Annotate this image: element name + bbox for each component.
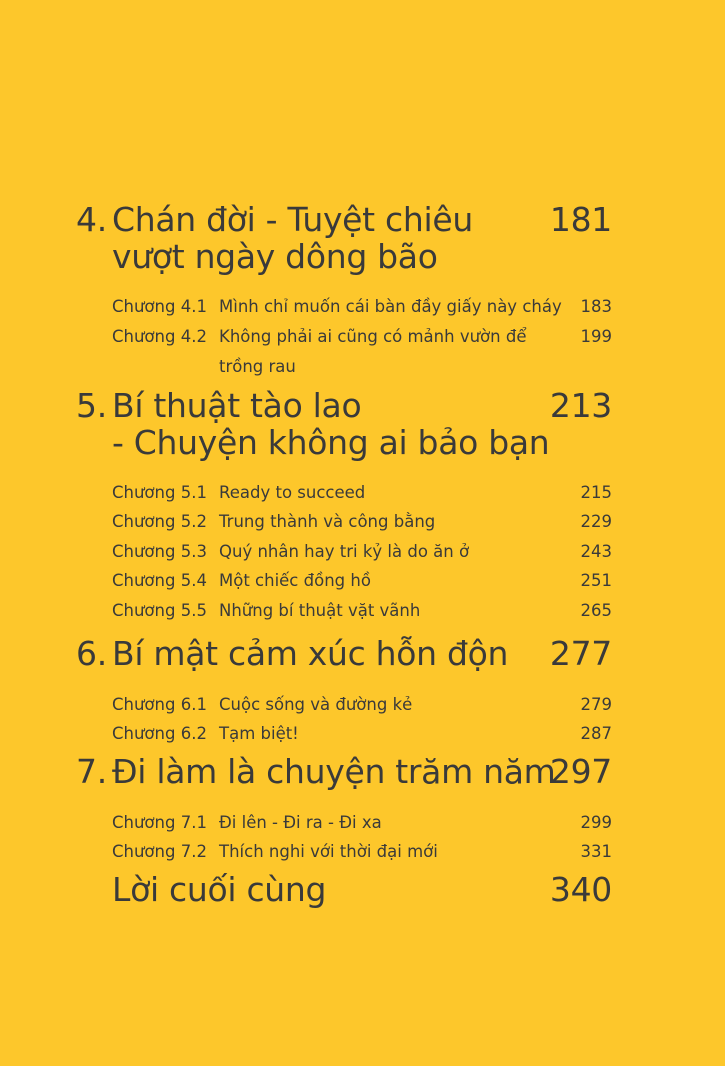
part-title: Chán đời - Tuyệt chiêu vượt ngày dông bão [112,200,473,276]
chapter-label: Chương 5.4 [112,571,207,590]
chapter-page-number: 229 [580,512,612,531]
chapter-page-number: 331 [580,842,612,861]
chapter-title: Quý nhân hay tri kỷ là do ăn ở [219,542,470,561]
part-title: Bí mật cảm xúc hỗn độn [112,634,509,673]
chapter-title: Tạm biệt! [219,724,299,743]
chapter-label: Chương 4.2 [112,327,207,346]
chapter-title: Một chiếc đồng hồ [219,571,371,590]
part-number: 7. [76,752,107,791]
chapter-title: Cuộc sống và đường kẻ [219,695,413,714]
chapter-title: Những bí thuật vặt vãnh [219,601,421,620]
chapter-page-number: 199 [580,327,612,346]
part-number: 4. [76,200,107,239]
chapter-label: Chương 6.1 [112,695,207,714]
part-page-number: 181 [549,200,612,239]
chapter-page-number: 265 [580,601,612,620]
chapter-title: Không phải ai cũng có mảnh vườn để trồng rau [219,327,527,376]
chapter-label: Chương 5.3 [112,542,207,561]
chapter-page-number: 183 [580,297,612,316]
chapter-label: Chương 6.2 [112,724,207,743]
chapter-label: Chương 7.1 [112,813,207,832]
chapter-page-number: 279 [580,695,612,714]
chapter-label: Chương 5.2 [112,512,207,531]
chapter-label: Chương 5.1 [112,483,207,502]
part-title: Bí thuật tào lao - Chuyện không ai bảo bạn [112,386,550,462]
part-page-number: 340 [549,870,612,909]
chapter-page-number: 215 [580,483,612,502]
part-number: 5. [76,386,107,425]
chapter-title: Thích nghi với thời đại mới [219,842,438,861]
chapter-title: Mình chỉ muốn cái bàn đầy giấy này cháy [219,297,562,316]
chapter-title: Ready to succeed [219,483,366,502]
chapter-page-number: 243 [580,542,612,561]
part-page-number: 213 [549,386,612,425]
chapter-label: Chương 5.5 [112,601,207,620]
part-number: 6. [76,634,107,673]
part-page-number: 297 [549,752,612,791]
part-page-number: 277 [549,634,612,673]
part-title: Lời cuối cùng [112,870,327,909]
chapter-title: Đi lên - Đi ra - Đi xa [219,813,382,832]
chapter-page-number: 287 [580,724,612,743]
chapter-page-number: 251 [580,571,612,590]
chapter-page-number: 299 [580,813,612,832]
part-title: Đi làm là chuyện trăm năm [112,752,556,791]
chapter-label: Chương 4.1 [112,297,207,316]
chapter-label: Chương 7.2 [112,842,207,861]
chapter-title: Trung thành và công bằng [219,512,436,531]
